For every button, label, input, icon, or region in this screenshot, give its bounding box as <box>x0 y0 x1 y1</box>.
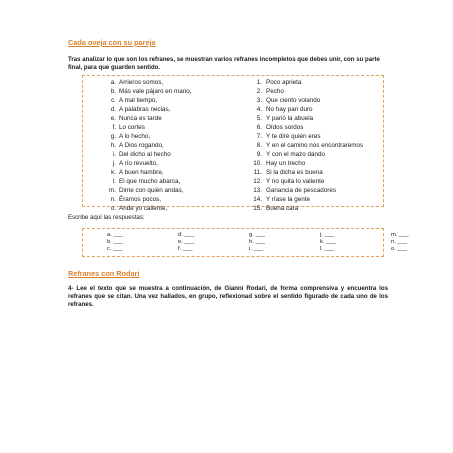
item-number: 1. <box>256 79 262 86</box>
proverb-ending-item <box>249 105 363 114</box>
answer-blank-h[interactable]: h. ___ <box>249 239 266 246</box>
answers-row <box>107 239 431 246</box>
item-number: 13. <box>253 187 262 195</box>
answer-blank-e[interactable]: e. ___ <box>178 239 195 246</box>
item-letter: b. <box>110 88 116 96</box>
answer-blank-g[interactable]: g. ___ <box>249 232 266 238</box>
proverb-ending-item <box>249 204 363 213</box>
item-text: A mal tiempo, <box>119 97 158 105</box>
answer-blank-b[interactable]: b. ___ <box>107 239 124 246</box>
proverb-ending-item <box>249 123 363 132</box>
answer-blank-j[interactable]: j. ___ <box>320 232 335 238</box>
item-text: Más vale pájaro en mano, <box>119 88 192 96</box>
item-text: Y te diré quién eres <box>266 133 321 141</box>
proverb-beginning-item <box>105 87 191 96</box>
section-title-rodari: Refranes con Rodari <box>68 269 140 278</box>
item-letter: n. <box>110 196 116 204</box>
item-text: Del dicho al hecho <box>119 151 171 159</box>
answers-row <box>107 232 431 239</box>
proverb-ending-item <box>249 150 363 159</box>
proverb-ending-item <box>249 114 363 123</box>
proverb-beginning-item <box>105 96 191 105</box>
answer-blank-m[interactable]: m. ___ <box>391 232 409 238</box>
item-text: Dime con quién andas, <box>119 187 184 195</box>
proverb-beginning-item <box>105 78 191 87</box>
proverb-ending-item <box>249 168 363 177</box>
item-text: Y en el camino nos encontraremos <box>266 142 364 150</box>
item-text: Oídos sordos <box>266 124 304 132</box>
proverb-ending-item <box>249 96 363 105</box>
item-text: Pecho <box>266 88 284 96</box>
item-text: No hay pan duro <box>266 106 313 114</box>
proverb-ending-item <box>249 177 363 186</box>
answer-blank-l[interactable]: l. ___ <box>320 246 335 253</box>
item-letter: o. <box>110 205 116 213</box>
answer-blank-a[interactable]: a. ___ <box>107 232 124 238</box>
proverb-beginning-item <box>105 195 191 204</box>
proverbs-box <box>82 75 384 213</box>
proverb-ending-item <box>249 159 363 168</box>
item-letter: d. <box>110 106 116 114</box>
proverb-beginning-item <box>105 204 191 213</box>
rodari-paragraph: 4- Lee el texto que se muestra a continuación, de Gianni Rodari, de forma comprensiva y encuentra los refranes que se citan. Una vez hallados, en grupo, reflexionad sobre el sentido figurado de cada uno de los refranes. <box>68 285 388 309</box>
proverb-beginning-item <box>105 177 191 186</box>
item-text: A Dios rogando, <box>119 142 164 150</box>
proverb-beginning-item <box>105 114 191 123</box>
item-text: Ande yo caliente, <box>119 205 168 213</box>
item-letter: c. <box>111 97 116 105</box>
proverb-beginning-item <box>105 123 191 132</box>
item-text: Lo cortes <box>119 124 145 132</box>
proverb-ending-item <box>249 141 363 150</box>
proverb-endings-list <box>249 78 363 213</box>
item-letter: a. <box>110 79 116 86</box>
item-text: A palabras necias, <box>119 106 171 114</box>
item-number: 15. <box>253 205 262 213</box>
item-text: Hay un trecho <box>266 160 306 168</box>
section-title-pairs: Cada oveja con su pareja <box>68 38 156 47</box>
item-text: Y con el mazo dando <box>266 151 326 159</box>
proverb-ending-item <box>249 87 363 96</box>
proverb-beginning-item <box>105 132 191 141</box>
proverb-ending-item <box>249 195 363 204</box>
item-text: Ganancia de pescadores <box>266 187 337 195</box>
item-letter: i. <box>112 151 116 159</box>
item-text: Arrieros somos, <box>119 79 164 86</box>
answer-blank-k[interactable]: k. ___ <box>320 239 336 246</box>
item-letter: e. <box>110 115 116 123</box>
item-text: Éramos pocos, <box>119 196 161 204</box>
item-letter: h. <box>110 142 116 150</box>
proverb-beginning-item <box>105 150 191 159</box>
answers-row <box>107 246 431 253</box>
proverb-beginning-item <box>105 168 191 177</box>
item-number: 11. <box>253 169 262 177</box>
item-number: 6. <box>256 124 262 132</box>
item-letter: k. <box>111 169 116 177</box>
instructions-paragraph: Tras analizar lo que son los refranes, se muestran varios refranes incompletos que debes unir, con su parte final, para que guarden sentido. <box>68 56 380 72</box>
answer-blank-i[interactable]: i. ___ <box>249 246 264 253</box>
answer-blank-f[interactable]: f. ___ <box>178 246 193 253</box>
responses-label: Escribe aquí las respuestas: <box>68 214 145 221</box>
answers-box <box>82 228 409 257</box>
item-text: A lo hecho, <box>119 133 151 141</box>
item-number: 9. <box>256 151 262 159</box>
item-text: Buena cara <box>266 205 299 213</box>
item-number: 2. <box>256 88 262 96</box>
answer-blank-d[interactable]: d. ___ <box>178 232 195 238</box>
proverb-beginnings-list <box>105 78 191 213</box>
proverb-ending-item <box>249 132 363 141</box>
item-number: 3. <box>256 97 262 105</box>
item-number: 7. <box>256 133 262 141</box>
item-number: 4. <box>256 106 262 114</box>
proverb-beginning-item <box>105 141 191 150</box>
proverb-ending-item <box>249 78 363 87</box>
answer-blank-c[interactable]: c. ___ <box>107 246 123 253</box>
proverb-beginning-item <box>105 186 191 195</box>
item-letter: g. <box>110 133 116 141</box>
item-letter: m. <box>109 187 116 195</box>
item-number: 10. <box>253 160 262 168</box>
answer-blank-o[interactable]: o. ___ <box>391 246 408 253</box>
item-text: Que ciento volando <box>266 97 321 105</box>
item-text: Y ríase la gente <box>266 196 310 204</box>
item-letter: f. <box>112 124 116 132</box>
answers-grid <box>107 232 431 254</box>
proverb-beginning-item <box>105 105 191 114</box>
item-letter: l. <box>112 178 116 186</box>
answer-blank-n[interactable]: n. ___ <box>391 239 408 246</box>
item-number: 8. <box>256 142 262 150</box>
item-text: A buen hambre, <box>119 169 164 177</box>
proverb-ending-item <box>249 186 363 195</box>
item-text: A río revuelto, <box>119 160 158 168</box>
item-text: Nunca es tarde <box>119 115 162 123</box>
item-text: Y no quita lo valiente <box>266 178 325 186</box>
item-text: El que mucho abarca, <box>119 178 181 186</box>
item-text: Y parió la abuela <box>266 115 314 123</box>
proverb-beginning-item <box>105 159 191 168</box>
item-number: 12. <box>253 178 262 186</box>
item-text: Si la dicha es buena <box>266 169 323 177</box>
item-number: 14. <box>253 196 262 204</box>
item-letter: j. <box>112 160 116 168</box>
item-text: Poco aprieta <box>266 79 302 86</box>
item-number: 5. <box>256 115 262 123</box>
